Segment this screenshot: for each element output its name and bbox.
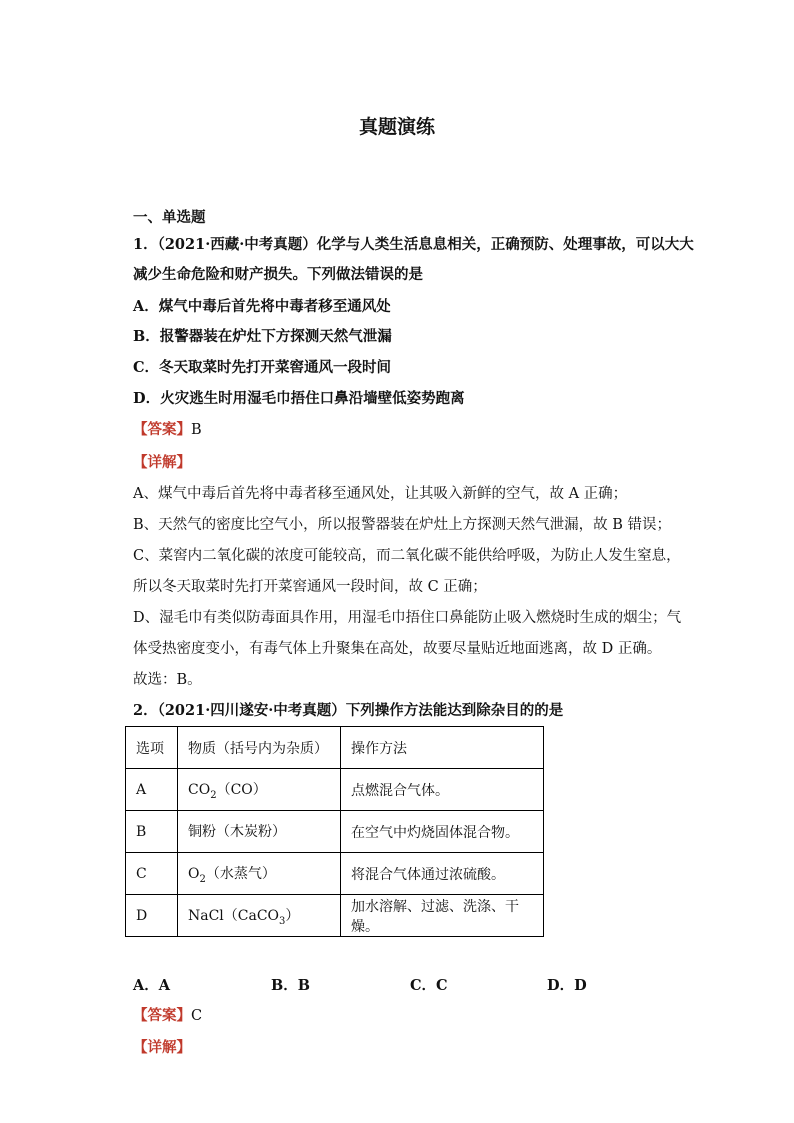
option-cell: D [126,895,178,937]
option-b: B．报警器装在炉灶下方探测天然气泄漏 [133,328,392,345]
method-cell: 在空气中灼烧固体混合物。 [341,811,544,853]
detail-tag: 【详解】 [133,454,191,471]
explanation-line: 体受热密度变小，有毒气体上升聚集在高处，故要尽量贴近地面逃离，故 D 正确。 [133,641,662,657]
explanation-line: D、湿毛巾有类似防毒面具作用，用湿毛巾捂住口鼻能防止吸入燃烧时生成的烟尘；气 [133,610,682,626]
substance-cell: $CO_2(CO)$ [178,769,341,811]
option-c: C．冬天取菜时先打开菜窖通风一段时间 [133,359,392,376]
explanation-line: 所以冬天取菜时先打开菜窖通风一段时间，故 C 正确； [133,579,487,595]
option-a: A．煤气中毒后首先将中毒者移至通风处 [133,298,391,315]
question-2-stem: 2．（2021·四川遂安·中考真题）下列操作方法能达到除杂目的的是 [133,702,564,719]
header-cell: 选项 [126,727,178,769]
answer-tag: 【答案】 [133,421,191,438]
answer-value: B [191,422,202,438]
table-row [126,769,544,811]
question-1-stem-line2: 减少生命危险和财产损失。下列做法错误的是 [133,266,423,283]
substance-cell: $O_2$（水蒸气） [178,853,341,895]
substance-cell: NaCl（CaCO$_3$） [178,895,341,937]
question-2-answer [133,1006,202,1026]
explanation-line: A、煤气中毒后首先将中毒者移至通风处，让其吸入新鲜的空气，故 A 正确； [133,486,628,502]
option-d: D．火灾逃生时用湿毛巾捂住口鼻沿墙壁低姿势跑离 [133,390,465,407]
option-cell: B [126,811,178,853]
answer-value: C [191,1008,203,1024]
table-row [126,811,544,853]
choice-a: A．A [133,977,171,994]
section-heading: 一、单选题 [133,209,206,226]
explanation-line: B、天然气的密度比空气小，所以报警器装在炉灶上方探测天然气泄漏，故 B 错误； [133,517,672,533]
choice-b: B．B [271,977,311,994]
question-2-detail-heading [133,1038,191,1058]
answer-tag: 【答案】 [133,1007,191,1024]
method-cell: 将混合气体通过浓硫酸。 [341,853,544,895]
method-cell: 点燃混合气体。 [341,769,544,811]
question-1-detail-heading [133,453,191,473]
header-cell: 物质（括号内为杂质） [178,727,341,769]
table-row [126,853,544,895]
question-1-answer [133,420,202,440]
substance-cell: 铜粉（木炭粉） [178,811,341,853]
detail-tag: 【详解】 [133,1039,191,1056]
explanation-line: 故选：B。 [133,672,202,688]
option-cell: C [126,853,178,895]
header-cell: 操作方法 [341,727,544,769]
table-row [126,895,544,937]
choice-d: D．D [547,977,587,994]
question-1-stem-line1: 1．（2021·西藏·中考真题）化学与人类生活息息相关，正确预防、处理事故，可以大大 [133,236,694,253]
choice-c: C．C [410,977,448,994]
explanation-line: C、菜窖内二氧化碳的浓度可能较高，而二氧化碳不能供给呼吸，为防止人发生窒息， [133,548,681,564]
table-header-row [126,727,544,769]
page-title: 真题演练 [358,116,435,138]
option-cell: A [126,769,178,811]
impurity-removal-table [125,726,544,937]
method-cell: 加水溶解、过滤、洗涤、干燥。 [341,895,544,937]
